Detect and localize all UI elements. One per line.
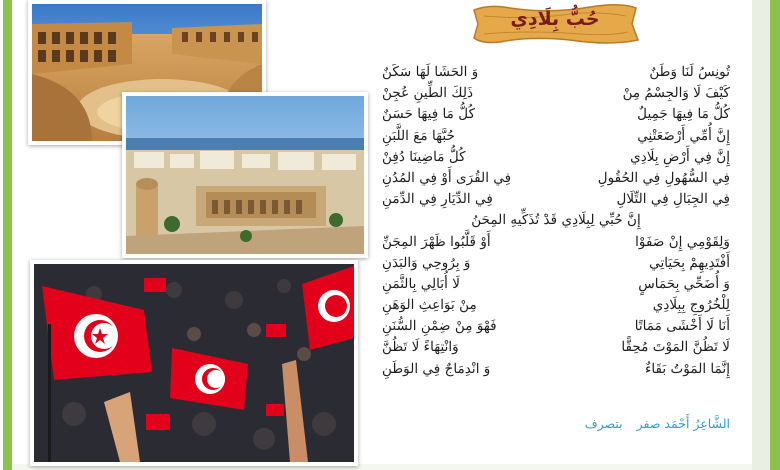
poem-verse	[382, 232, 730, 253]
poem-first-hemistich: كَيْفَ لَا وَالجِسْمُ مِنْ	[622, 85, 730, 102]
poem-second-hemistich: وَ بِرُوحِي وَالبَدَنِ	[382, 254, 471, 271]
poem-first-hemistich: إِنَّمَا المَوْتُ بَقَاءٌ	[645, 360, 730, 377]
author-line	[540, 416, 730, 431]
poem-verse	[382, 62, 730, 83]
poem-verse	[382, 126, 730, 147]
poem-second-hemistich: وَ الحَشَا لَهَا سَكَنٌ	[382, 64, 479, 80]
poem-first-hemistich: وَلِقَوْمِي إِنْ صَفَوْا	[635, 233, 730, 250]
poem-verse	[382, 147, 730, 168]
poem-second-hemistich: وَانْتِهَاءً لَا تَظُنَّ	[382, 339, 459, 356]
poem-first-hemistich: فِي الجِبَالِ فِي التِّلَالِ	[616, 191, 730, 208]
poem-verse	[382, 359, 730, 380]
poem-first-hemistich: إِنَّ فِي أَرْضِ بِلَادِي	[630, 148, 730, 165]
poem-first-hemistich: فِي السُّهُولِ فِي الحُقُولِ	[597, 169, 730, 186]
poem-first-hemistich: أَنَا لَا أَخْشَى مَمَاتًا	[634, 318, 730, 335]
poem-second-hemistich: فَهْوَ مِنْ ضِمْنِ السُّنَنِ	[382, 318, 497, 335]
poem-second-hemistich: كُلُّ مَا فِيهَا حَسَنٌ	[382, 106, 476, 123]
poem-verse	[382, 168, 730, 189]
poem-verse-center: إِنَّ حُبِّي لِبِلَادِي قَدْ تُذَكِّيهِ المِحَنُ	[471, 212, 641, 229]
adaptation-note: بتصرف	[584, 416, 623, 431]
poem-verse	[382, 189, 730, 210]
left-green-border	[0, 0, 12, 470]
right-green-border	[752, 0, 780, 470]
poem-second-hemistich: حُبَّهَا مَعَ اللَّبَنِ	[382, 127, 455, 144]
poem-first-hemistich: كُلُّ مَا فِيهَا جَمِيلٌ	[637, 106, 730, 123]
poem-verse	[382, 210, 730, 231]
poem-second-hemistich: كُلُّ مَاضِينَا دُفِنْ	[382, 148, 466, 165]
page-title: حُبُّ بِلَادِي	[510, 8, 600, 30]
poem-verse	[382, 295, 730, 316]
poem-verse	[382, 83, 730, 104]
poem	[382, 62, 730, 380]
poem-second-hemistich: فِي القُرَى أَوْ فِي المُدُنِ	[382, 169, 512, 186]
poem-verse	[382, 104, 730, 125]
poem-second-hemistich: أَوْ قَلَّبُوا ظَهْرَ المِجَنِّ	[382, 233, 491, 250]
poem-second-hemistich: لَا أُبَالِي بِالثَّمَنِ	[382, 275, 460, 292]
poem-second-hemistich: مِنْ بَوَاعِثِ الوَهَنِ	[382, 297, 477, 314]
author-name: الشَّاعِرُ أَحْمَد صفر	[636, 416, 730, 431]
poem-second-hemistich: وَ انْدِمَاجٌ فِي الوَطَنِ	[382, 360, 491, 377]
poem-first-hemistich: لَا تَظُنَّ المَوْتَ مُحِقًّا	[621, 339, 730, 356]
poem-first-hemistich: وَ أُضَحِّي بِحَمَاسٍ	[638, 275, 730, 292]
poem-first-hemistich: لِلْخُرُوجِ بِبِلَادِي	[652, 297, 730, 314]
poem-second-hemistich: ذَلِكَ الطِّينِ عُجِنْ	[382, 85, 474, 102]
poem-verse	[382, 316, 730, 337]
poem-verse	[382, 274, 730, 295]
poem-first-hemistich: تُونِسُ لَنَا وَطَنٌ	[649, 64, 730, 80]
crowd-flags-photo	[30, 260, 358, 466]
poem-verse	[382, 253, 730, 274]
city-photo	[122, 92, 368, 258]
title-banner	[470, 2, 640, 46]
poem-second-hemistich: فِي الدِّيَارِ فِي الدِّمَنِ	[382, 191, 493, 208]
poem-first-hemistich: إِنَّ أُمِّي أَرْضَعَتْنِي	[637, 127, 730, 144]
poem-first-hemistich: أَفْتَدِيهِمْ بِحَيَاتِي	[649, 254, 730, 271]
poem-verse	[382, 337, 730, 358]
